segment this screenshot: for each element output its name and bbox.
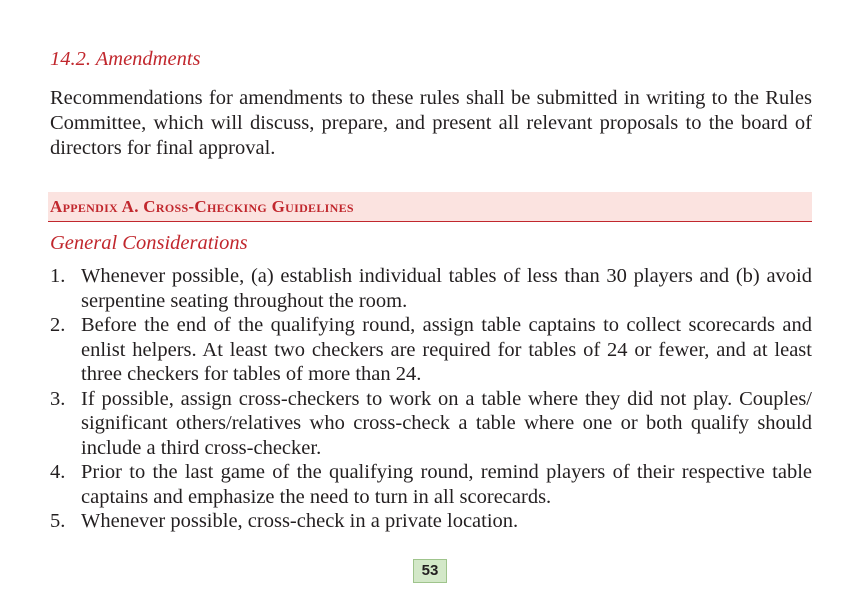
list-item-text: Whenever possible, (a) establish individual tables of less than 30 players and (b) avoid serpentine seating throughout the room. (81, 265, 812, 312)
list-item-text: Before the end of the qualifying round, assign table captains to collect scorecards and enlist helpers. At least two checkers are required for tables of 24 or fewer, and at least three checkers for tables of more than 24. (81, 314, 812, 385)
list-item-number: 4. (50, 461, 66, 483)
list-item (50, 509, 812, 534)
section-heading: 14.2. Amendments (50, 48, 201, 70)
appendix-title: Appendix A. Cross-Checking Guidelines (50, 197, 354, 216)
guidelines-list (50, 264, 812, 534)
list-item-text: If possible, assign cross-checkers to work on a table where they did not play. Couples/ significant others/relatives who cross-check a table where one or both qualify should include a third cross-checker. (81, 387, 812, 459)
list-item (50, 264, 812, 313)
amendments-paragraph: Recommendations for amendments to these rules shall be submitted in writing to the Rules Committee, which will discuss, prepare, and present all relevant proposals to the board of directors for final approval. (50, 87, 812, 159)
list-item-number: 1. (50, 265, 66, 287)
list-item-number: 2. (50, 314, 66, 336)
list-item (50, 313, 812, 387)
list-item-number: 3. (50, 387, 66, 410)
list-item (50, 387, 812, 461)
list-item (50, 460, 812, 509)
list-item-text: Prior to the last game of the qualifying round, remind players of their respective table captains and emphasize the need to turn in all scorecards. (81, 461, 812, 508)
appendix-title-band (48, 192, 812, 222)
appendix-subheading: General Considerations (50, 232, 248, 254)
list-item-text: Whenever possible, cross-check in a private location. (81, 510, 519, 532)
list-item-number: 5. (50, 510, 66, 532)
page-number-badge: 53 (413, 559, 447, 583)
